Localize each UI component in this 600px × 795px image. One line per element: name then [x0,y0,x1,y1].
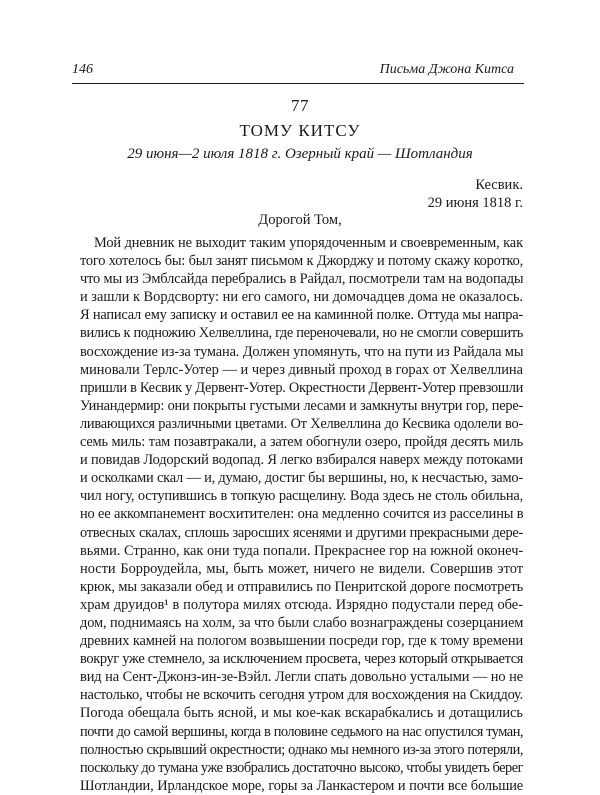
page-number: 146 [72,62,93,77]
body-line: что мы из Эмблсайда перебрались в Райдал, посмотрели там на водопады [80,271,523,288]
letter-number: 77 [291,96,309,115]
body-line: Погода обещала быть ясной, и мы кое-как вскарабкались и дотащились [80,705,523,722]
body-line: ности Борроудейла, мы, быть может, ничего не видели. Совершив этот [80,560,523,577]
body-line: вьями. Странно, как они туда попали. Прекраснее гор на южной оконеч- [80,542,523,559]
body-line: и зашли к Вордсворту: ни его самого, ни домочадцев дома не оказалось. [80,289,523,306]
body-line: восхождение из-за тумана. Должен упомянуть, что на пути из Райдала мы [80,343,523,360]
body-line: пришли в Кесвик у Дервент-Уотер. Окрестности Дервент-Уотер превзошли [80,379,523,396]
body-line: вид на Сент-Джонз-ин-зе-Вэйл. Легли спать довольно усталыми — но не [80,669,523,686]
running-title: Письма Джона Китса [379,62,514,77]
body-line: но ее аккомпанемент восхитителен: она медленно сочится из расселины в [80,506,523,523]
place-date-block [428,176,523,212]
letter-date: 29 июня 1818 г. [427,195,523,211]
letter-place: Кесвик. [475,177,523,193]
body-line: вокруг уже стемнело, за исключением просвета, через который открывается [80,651,523,668]
body-line: и повидав Лодорский водопад. Я легко взбирался наверх между потоками [80,452,523,469]
body-line: и осколками скал — и, думаю, достиг бы вершины, но, к несчастью, замо- [80,470,523,487]
body-line: полностью скрывший окрестности; однако мы немного из-за этого потеряли, [80,741,523,758]
running-head [72,62,522,82]
body-line: дом, поднимаясь на холм, за что были слабо вознаграждены созерцанием [80,614,523,631]
body-line: Мой дневник не выходит таким упорядоченным и своевременным, как [94,235,523,251]
letter-recipient: ТОМУ КИТСУ [239,121,361,140]
body-line: Я написал ему записку и оставил ее на каминной полке. Оттуда мы напра- [80,307,523,324]
body-line: почти до самой вершины, когда в половине седьмого на нас опустился туман, [80,723,523,740]
body-line: храм друидов¹ в полутора милях отсюда. Изрядно подустали перед обе- [80,596,523,613]
body-line: отвесных скалах, сплошь заросших ясенями и другими прекрасными дере- [80,524,523,541]
body-line: настолько, чтобы не вскочить сегодня утром для восхождения на Скиддоу. [80,687,523,704]
body-line: семь миль: там позавтракали, а затем обогнули озеро, пройдя десять миль [80,434,523,451]
header-rule [72,83,524,84]
body-line: того хотелось бы: был занят письмом к Джорджу и потому скажу коротко, [80,253,523,270]
body-line: древних камней на пологом возвышении посреди гор, где к тому времени [80,633,523,650]
salutation: Дорогой Том, [258,212,342,228]
body-line: вились к подножию Хелвеллина, где переночевали, но не смогли совершить [80,325,523,342]
body-line: Шотландии, Ирландское море, горы за Ланкастером и почти все большие [80,777,523,794]
body-line: ливающихся различными цветами. От Хелвеллина до Кесвика одолели во- [80,415,523,432]
body-line: Уинандермир: они покрыты густыми лесами и замкнуты внутри гор, пере- [80,397,523,414]
body-line: крюк, мы заказали обед и отправились по Пенритской дороге посмотреть [80,578,523,595]
letter-body [80,234,523,795]
letter-date-place: 29 июня—2 июля 1818 г. Озерный край — Шотландия [127,146,473,162]
body-line: миновали Терлс-Уотер — и через дивный проход в горах от Хелвеллина [80,361,523,378]
body-line: поскольку до тумана уже взобрались достаточно высоко, чтобы увидеть берег [80,759,523,776]
body-line: чил ногу, оступившись в топкую расщелину. Вода здесь не столь обильна, [80,488,523,505]
